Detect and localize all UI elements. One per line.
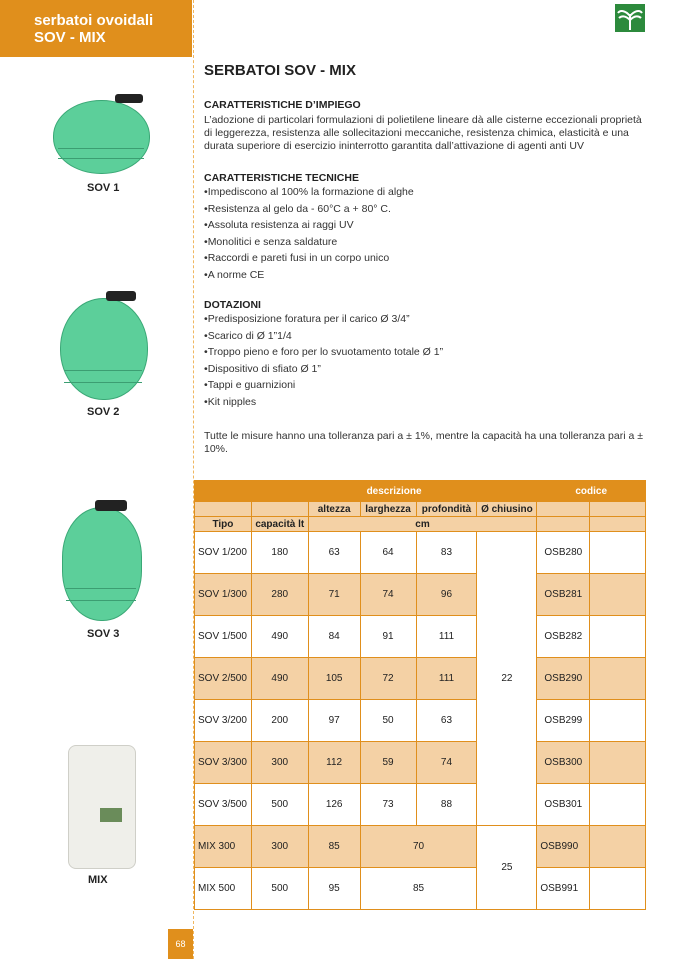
table-row: SOV 3/300 300 112 59 74 OSB300 xyxy=(195,742,646,784)
page-number: 68 xyxy=(168,929,193,959)
section-title-line1: serbatoi ovoidali xyxy=(34,12,154,29)
list-item: • Raccordi e pareti fusi in un corpo unico xyxy=(204,250,644,267)
product-label-mix: MIX xyxy=(88,874,108,886)
list-item: • Tappi e guarnizioni xyxy=(204,377,644,394)
list-item: • Troppo pieno e foro per lo svuotamento totale Ø 1” xyxy=(204,344,644,361)
impiego-heading: CARATTERISTICHE D’IMPIEGO xyxy=(204,99,361,111)
table-row: SOV 1/200 180 63 64 83 22 OSB280 xyxy=(195,532,646,574)
table-row: SOV 3/500 500 126 73 88 OSB301 xyxy=(195,784,646,826)
main-content xyxy=(204,62,644,456)
page-title: SERBATOI SOV - MIX xyxy=(204,62,356,79)
table-row: MIX 300 300 85 70 25 OSB990 xyxy=(195,826,646,868)
header-codice: codice xyxy=(537,481,646,502)
list-item: • Kit nipples xyxy=(204,394,644,411)
list-item: • Resistenza al gelo da - 60°C a + 80° C. xyxy=(204,201,644,218)
tecniche-list xyxy=(204,184,644,283)
list-item: • Predisposizione foratura per il carico Ø 3/4” xyxy=(204,311,644,328)
product-label-sov3: SOV 3 xyxy=(87,628,120,640)
product-label-sov2: SOV 2 xyxy=(87,406,120,418)
product-table xyxy=(194,480,646,910)
table-row: SOV 1/300 280 71 74 96 OSB281 xyxy=(195,574,646,616)
header-descrizione: descrizione xyxy=(251,481,537,502)
list-item: • Monolitici e senza saldature xyxy=(204,234,644,251)
product-label-sov1: SOV 1 xyxy=(87,182,120,194)
header-larghezza: larghezza xyxy=(360,502,416,517)
table-row: SOV 3/200 200 97 50 63 OSB299 xyxy=(195,700,646,742)
dotazioni-list xyxy=(204,311,644,410)
tecniche-heading: CARATTERISTICHE TECNICHE xyxy=(204,172,359,184)
table-row: MIX 500 500 95 85 OSB991 xyxy=(195,868,646,910)
table-row: SOV 2/500 490 105 72 111 OSB290 xyxy=(195,658,646,700)
header-profondita: profondità xyxy=(416,502,477,517)
leaf-icon xyxy=(615,4,645,32)
table-row: SOV 1/500 490 84 91 111 OSB282 xyxy=(195,616,646,658)
header-chiusino: Ø chiusino xyxy=(477,502,537,517)
list-item: • Impediscono al 100% la formazione di alghe xyxy=(204,184,644,201)
impiego-text: L’adozione di particolari formulazioni di polietilene lineare dà alle cisterne eccezionali proprietà di leggerezza, resistenza alle sollecitazioni meccaniche, resistenza chimica, elasticità e una durata superiore di esercizio ininterrotto garantita dall’attivazione di agenti anti UV xyxy=(204,114,642,152)
header-capacita: capacità lt xyxy=(251,517,308,532)
list-item: • Scarico di Ø 1”1/4 xyxy=(204,328,644,345)
header-altezza: altezza xyxy=(308,502,360,517)
header-tipo: Tipo xyxy=(195,517,252,532)
chiusino-sov: 22 xyxy=(477,532,537,826)
section-title-line2: SOV - MIX xyxy=(34,29,106,46)
chiusino-mix: 25 xyxy=(477,826,537,910)
dotazioni-heading: DOTAZIONI xyxy=(204,299,261,311)
brand-logo xyxy=(615,4,645,32)
tolerance-note: Tutte le misure hanno una tolleranza pari a ± 1%, mentre la capacità ha una tolleranza pari a ± 10%. xyxy=(204,430,643,455)
header-unit: cm xyxy=(308,517,537,532)
list-item: • Assoluta resistenza ai raggi UV xyxy=(204,217,644,234)
list-item: • Dispositivo di sfiato Ø 1” xyxy=(204,361,644,378)
section-header xyxy=(0,0,192,57)
list-item: • A norme CE xyxy=(204,267,644,284)
